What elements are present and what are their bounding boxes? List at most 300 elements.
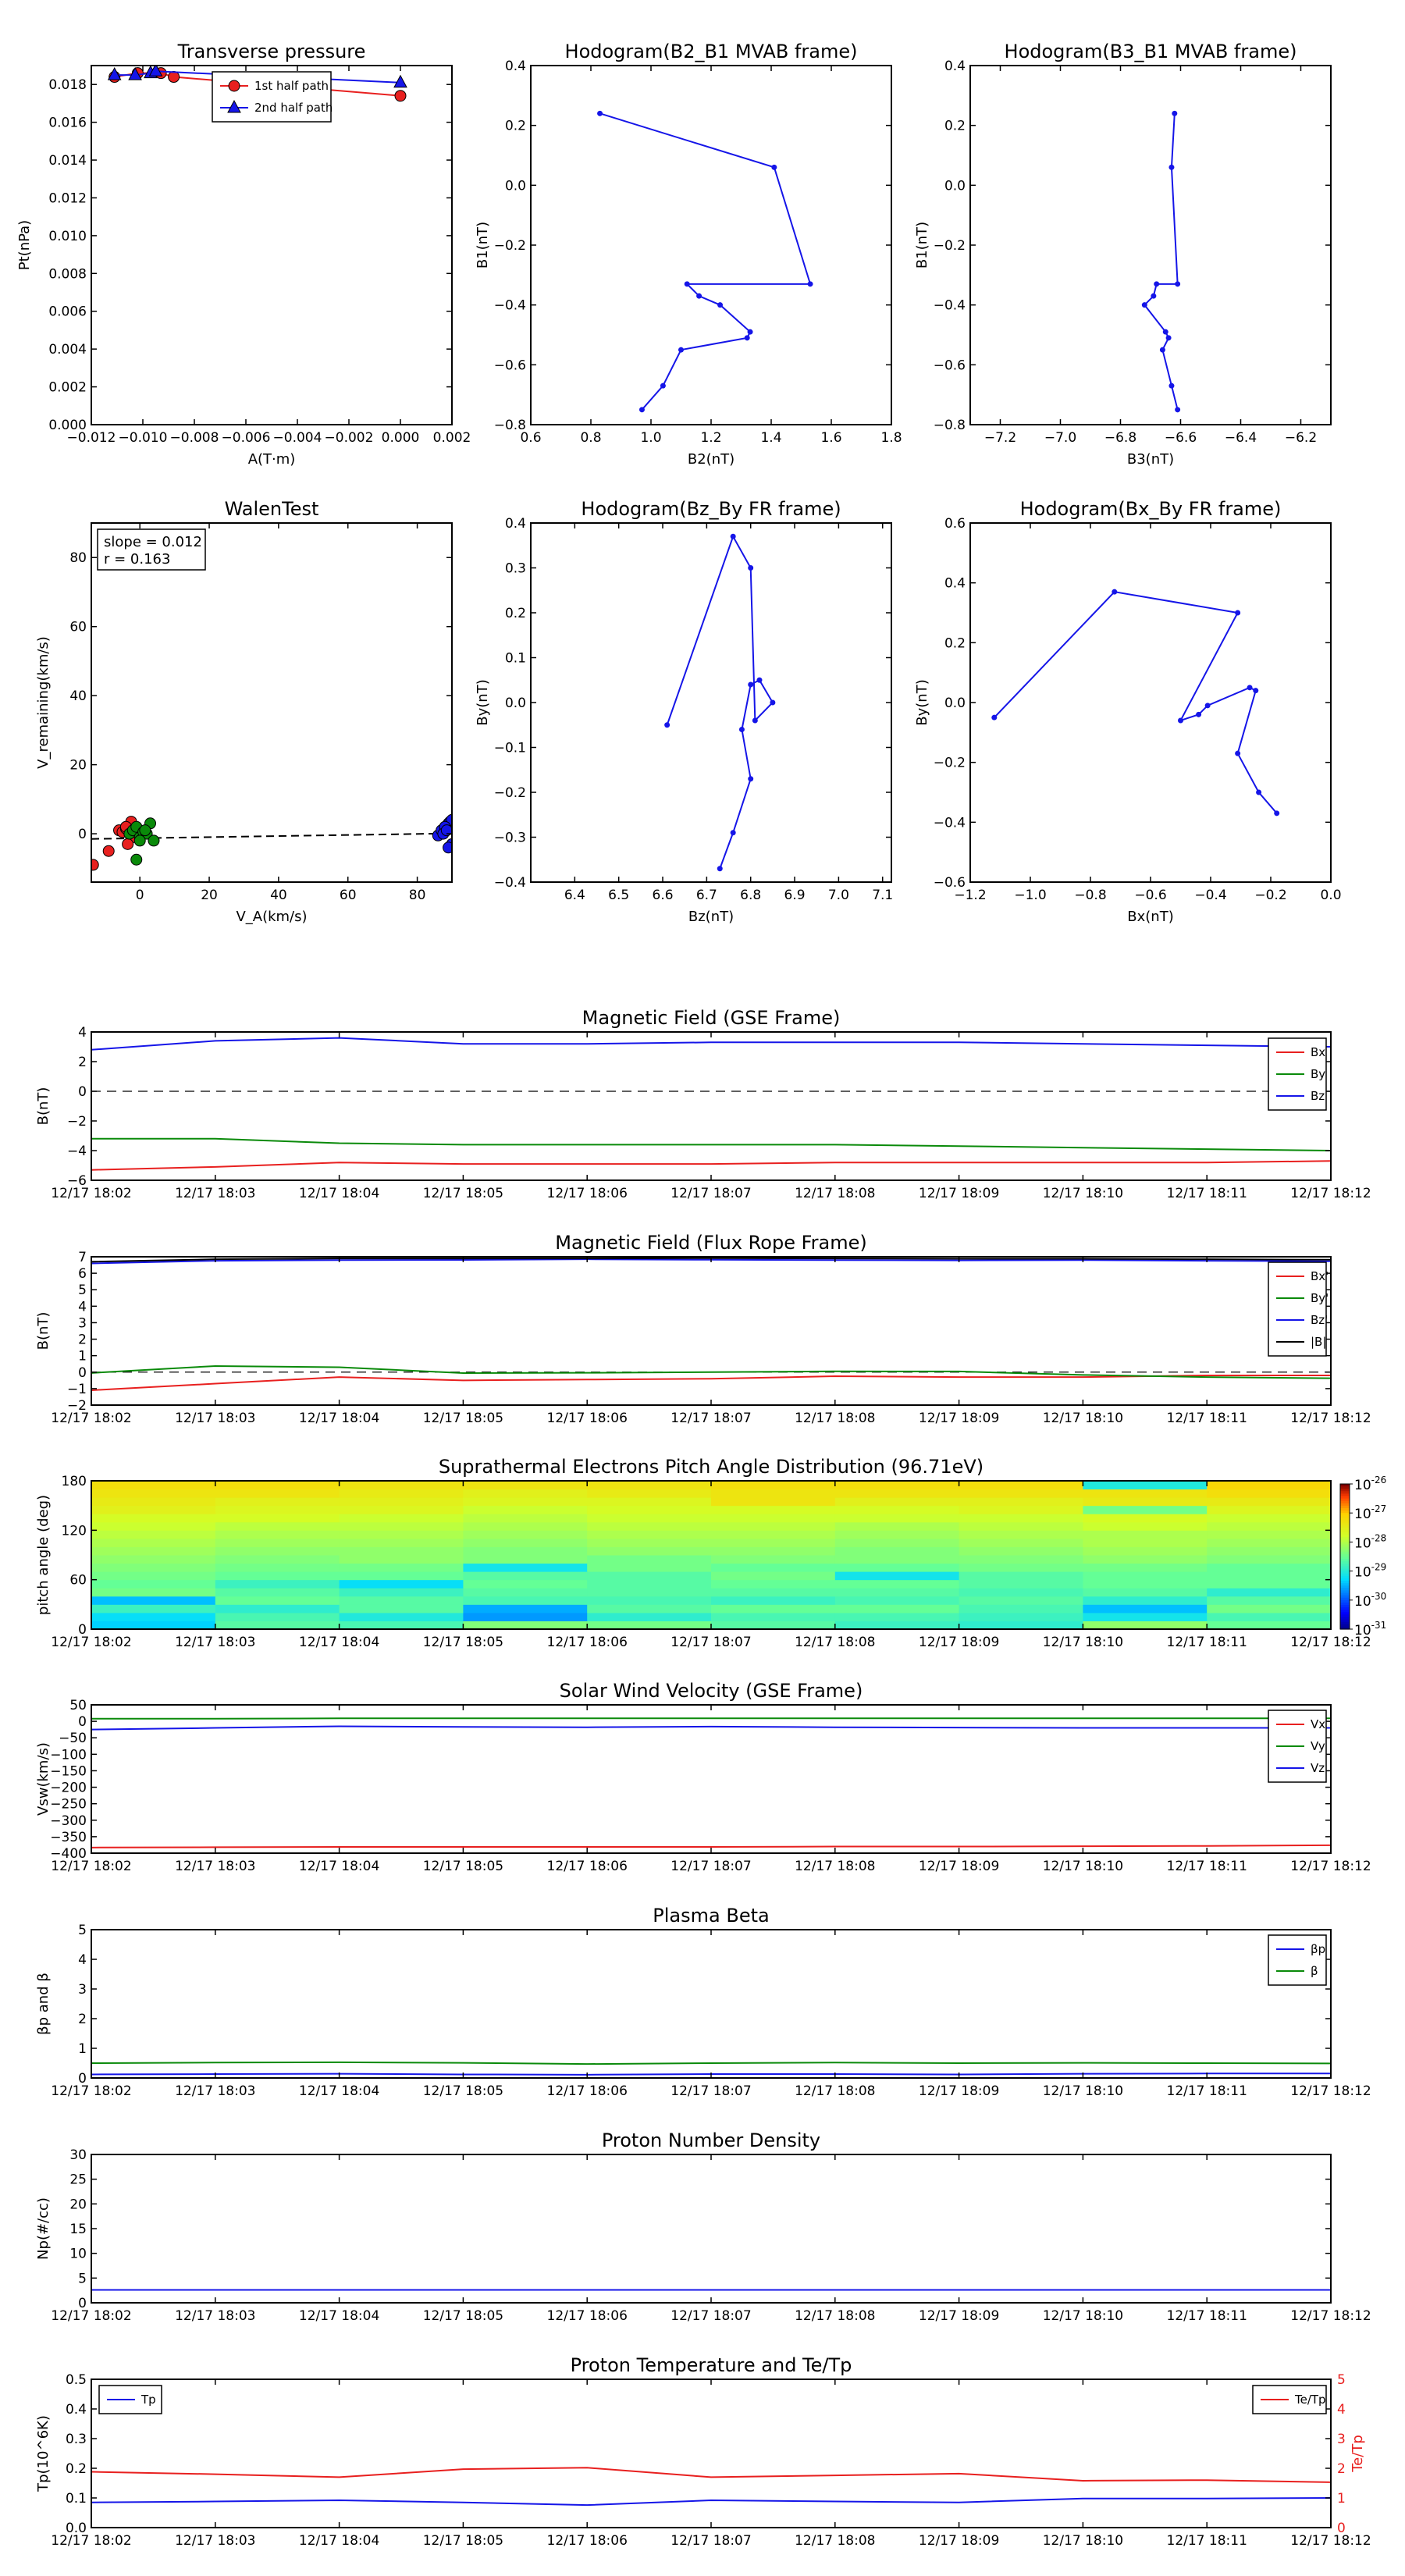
x-axis-label: Bx(nT) [1127, 909, 1174, 925]
heatmap-cell [835, 1555, 959, 1564]
x-tick-label: 12/17 18:05 [422, 1186, 504, 1201]
x-tick-label: 12/17 18:05 [422, 2308, 504, 2324]
legend-label: Tp [141, 2393, 156, 2407]
data-point [664, 722, 670, 728]
y-tick-label: 0.000 [48, 418, 87, 433]
x-tick-label: −6.6 [1164, 430, 1197, 446]
heatmap-cell [1207, 1481, 1331, 1489]
legend-label: 1st half path [254, 79, 329, 93]
y-tick-label: −150 [50, 1763, 87, 1780]
chart-title: Transverse pressure [177, 41, 366, 62]
heatmap-cell [463, 1514, 587, 1522]
y-axis-label: V_remaining(km/s) [35, 636, 52, 769]
heatmap-cell [1207, 1555, 1331, 1564]
x-tick-label: −0.008 [169, 430, 219, 446]
heatmap-cell [91, 1530, 215, 1539]
x-tick-label: 12/17 18:12 [1290, 1859, 1371, 1874]
y-tick-label: 4 [78, 1025, 87, 1041]
y-tick-label: 0.2 [504, 118, 526, 134]
series-line [91, 2062, 1331, 2064]
y-tick-label: 0.1 [504, 650, 526, 667]
heatmap-cell [340, 1571, 464, 1580]
data-point [229, 80, 240, 91]
y-tick-label: 0.006 [48, 304, 87, 320]
heatmap-cell [91, 1506, 215, 1514]
x-tick-label: 12/17 18:04 [298, 2533, 380, 2549]
heatmap-cell [587, 1613, 711, 1621]
legend-label: Bx [1311, 1045, 1326, 1059]
data-point [394, 76, 407, 87]
data-point [1196, 712, 1201, 717]
legend-label: |B| [1311, 1335, 1327, 1349]
y-tick-label: 0 [78, 827, 87, 843]
heatmap-cell [463, 1555, 587, 1564]
y-tick-label: 30 [69, 2147, 87, 2163]
x-tick-label: 12/17 18:08 [795, 2308, 876, 2324]
x-tick-label: 12/17 18:05 [422, 1859, 504, 1874]
x-tick-label: 12/17 18:12 [1290, 2308, 1371, 2324]
heatmap-cell [711, 1530, 835, 1539]
heatmap-cell [463, 1564, 587, 1572]
heatmap-cell [835, 1539, 959, 1547]
heatmap-cell [711, 1621, 835, 1629]
data-point [1168, 165, 1174, 170]
data-point [131, 854, 142, 865]
y-axis-label: pitch angle (deg) [35, 1494, 52, 1616]
y-tick-label: 1 [78, 2041, 87, 2057]
heatmap-cell [215, 1522, 340, 1531]
heatmap-cell [340, 1596, 464, 1605]
plot-frame [91, 1930, 1331, 2078]
data-point [745, 335, 750, 340]
x-tick-label: 12/17 18:10 [1042, 1186, 1124, 1201]
y-axis-label: By(nT) [475, 679, 491, 726]
x-tick-label: −0.8 [1074, 888, 1107, 903]
x-tick-label: 12/17 18:07 [670, 1186, 752, 1201]
y-tick-label: 5 [78, 1283, 87, 1299]
x-tick-label: 7.1 [872, 888, 894, 903]
heatmap-cell [835, 1522, 959, 1531]
y-axis-label: Vsw(km/s) [35, 1742, 52, 1816]
heatmap-cell [1207, 1580, 1331, 1589]
x-tick-label: 12/17 18:04 [298, 1635, 380, 1650]
heatmap-cell [1083, 1522, 1207, 1531]
y-tick-label: −0.8 [493, 418, 526, 433]
heatmap-cell [1083, 1546, 1207, 1555]
heatmap-cell [959, 1522, 1083, 1531]
legend-label: By [1311, 1067, 1326, 1081]
colorbar-label: $10^{-29}$ [1354, 1561, 1387, 1581]
legend-label: Te/Tp [1295, 2393, 1326, 2407]
colorbar-label: $10^{-27}$ [1354, 1503, 1387, 1523]
y-right-tick-label: 5 [1337, 2372, 1346, 2388]
x-tick-label: 12/17 18:07 [670, 2308, 752, 2324]
heatmap-cell [587, 1506, 711, 1514]
data-point [771, 165, 777, 170]
x-tick-label: −0.6 [1134, 888, 1167, 903]
heatmap-cell [587, 1555, 711, 1564]
y-tick-label: −1 [66, 1381, 87, 1397]
data-point [134, 835, 145, 846]
x-tick-label: 12/17 18:06 [546, 2083, 628, 2099]
x-tick-label: 12/17 18:10 [1042, 2308, 1124, 2324]
y-right-tick-label: 0 [1337, 2521, 1346, 2536]
heatmap-cell [1207, 1571, 1331, 1580]
y-tick-label: 2 [78, 1332, 87, 1348]
heatmap-cell [1207, 1604, 1331, 1613]
y-tick-label: −6 [66, 1173, 87, 1189]
heatmap-cell [711, 1613, 835, 1621]
y-tick-label: 0.4 [944, 575, 966, 592]
y-tick-label: 60 [69, 619, 87, 635]
heatmap-cell [463, 1580, 587, 1589]
data-point [752, 718, 758, 724]
x-tick-label: 12/17 18:06 [546, 2533, 628, 2549]
heatmap-cell [463, 1546, 587, 1555]
data-point [739, 727, 745, 732]
plot-frame [970, 66, 1331, 425]
x-tick-label: 80 [408, 888, 426, 903]
heatmap-cell [587, 1522, 711, 1531]
x-tick-label: 0.002 [432, 430, 471, 446]
plot-area [991, 589, 1279, 817]
x-tick-label: 40 [270, 888, 287, 903]
heatmap-cell [711, 1539, 835, 1547]
x-tick-label: 12/17 18:11 [1166, 1859, 1247, 1874]
heatmap-cell [587, 1571, 711, 1580]
y-tick-label: 0 [78, 1622, 87, 1638]
chart-hodogram-b2-b1 [475, 41, 902, 468]
heatmap-cell [711, 1604, 835, 1613]
heatmap-cell [340, 1588, 464, 1596]
data-point [1256, 790, 1261, 795]
chart-hodogram-bx-by [914, 498, 1342, 925]
x-tick-label: 12/17 18:12 [1290, 2533, 1371, 2549]
heatmap-cell [340, 1613, 464, 1621]
data-point [140, 825, 151, 836]
heatmap-cell [835, 1613, 959, 1621]
heatmap-cell [91, 1580, 215, 1589]
y-tick-label: 0.012 [48, 190, 87, 207]
plot-area [1142, 111, 1180, 413]
data-point [148, 835, 159, 846]
x-tick-label: 12/17 18:02 [51, 1859, 132, 1874]
legend-label: βp [1311, 1942, 1326, 1956]
x-tick-label: 0.6 [520, 430, 542, 446]
x-tick-label: 6.9 [784, 888, 806, 903]
heatmap-cell [215, 1481, 340, 1489]
chart-title: Hodogram(Bx_By FR frame) [1019, 498, 1282, 520]
series-line [1144, 113, 1177, 410]
x-tick-label: 12/17 18:10 [1042, 2083, 1124, 2099]
y-tick-label: 0 [78, 1714, 87, 1731]
x-tick-label: 12/17 18:03 [175, 2308, 256, 2324]
x-tick-label: 12/17 18:03 [175, 1635, 256, 1650]
x-tick-label: 12/17 18:04 [298, 2308, 380, 2324]
data-point [1205, 703, 1211, 708]
x-tick-label: −6.8 [1104, 430, 1137, 446]
heatmap-cell [835, 1546, 959, 1555]
colorbar-exponent: -27 [1371, 1503, 1387, 1515]
x-tick-label: 12/17 18:04 [298, 1411, 380, 1426]
x-axis-label: V_A(km/s) [236, 909, 308, 925]
x-tick-label: 12/17 18:07 [670, 1859, 752, 1874]
x-tick-label: 12/17 18:08 [795, 1635, 876, 1650]
y-tick-label: 6 [78, 1266, 87, 1283]
heatmap-cell [711, 1588, 835, 1596]
chart-proton-density [35, 2129, 1371, 2324]
heatmap-cell [215, 1497, 340, 1506]
heatmap-cell [340, 1564, 464, 1572]
data-point [1112, 589, 1117, 595]
chart-title: Solar Wind Velocity (GSE Frame) [559, 1680, 863, 1702]
colorbar-exponent: -28 [1371, 1532, 1387, 1544]
y-tick-label: 120 [61, 1523, 87, 1539]
heatmap-cell [91, 1588, 215, 1596]
y-tick-label: −350 [50, 1829, 87, 1845]
data-point [756, 678, 762, 683]
x-tick-label: 12/17 18:07 [670, 1635, 752, 1650]
x-tick-label: 12/17 18:03 [175, 1411, 256, 1426]
heatmap-cell [959, 1604, 1083, 1613]
heatmap-cell [835, 1530, 959, 1539]
x-tick-label: 6.8 [740, 888, 762, 903]
legend-label: Bx' [1311, 1269, 1329, 1283]
data-point [103, 845, 114, 856]
y-tick-label: 0.0 [944, 178, 966, 194]
colorbar-exponent: -31 [1371, 1620, 1387, 1631]
data-point [123, 838, 133, 849]
y-tick-label: 0 [78, 1364, 87, 1381]
chart-hodogram-b3-b1 [914, 41, 1331, 468]
x-tick-label: 0.0 [1320, 888, 1342, 903]
heatmap-cell [463, 1596, 587, 1605]
x-tick-label: 12/17 18:02 [51, 2533, 132, 2549]
y-axis-label: Tp(10^6K) [35, 2415, 52, 2492]
data-point [1154, 281, 1159, 286]
heatmap-cell [587, 1481, 711, 1489]
heatmap-cell [835, 1580, 959, 1589]
heatmap-cell [91, 1571, 215, 1580]
chart-title: Suprathermal Electrons Pitch Angle Distribution (96.71eV) [438, 1456, 984, 1478]
heatmap-cell [463, 1530, 587, 1539]
heatmap-cell [215, 1564, 340, 1572]
heatmap-cell [711, 1546, 835, 1555]
x-tick-label: 12/17 18:05 [422, 1411, 504, 1426]
heatmap-cell [959, 1506, 1083, 1514]
heatmap-cell [463, 1506, 587, 1514]
x-tick-label: 12/17 18:09 [918, 2083, 1000, 2099]
data-point [731, 534, 736, 539]
colorbar-label: $10^{-31}$ [1354, 1620, 1387, 1638]
y-tick-label: 2 [78, 1055, 87, 1070]
x-tick-label: 12/17 18:12 [1290, 1411, 1371, 1426]
x-tick-label: −1.0 [1014, 888, 1047, 903]
heatmap-cell [340, 1555, 464, 1564]
x-axis-label: A(T·m) [247, 451, 296, 468]
annotation-text: r = 0.163 [104, 551, 171, 568]
heatmap-cell [959, 1497, 1083, 1506]
heatmap-cell [215, 1506, 340, 1514]
heatmap-cell [711, 1596, 835, 1605]
y-tick-label: −2 [66, 1114, 87, 1130]
y-tick-label: 2 [78, 2012, 87, 2027]
heatmap-cell [1083, 1506, 1207, 1514]
y-tick-label: 0 [78, 2071, 87, 2087]
y-axis-label: By(nT) [914, 679, 930, 726]
x-tick-label: 12/17 18:10 [1042, 2533, 1124, 2549]
x-tick-label: 12/17 18:12 [1290, 1186, 1371, 1201]
heatmap-cell [711, 1506, 835, 1514]
heatmap-cell [340, 1522, 464, 1531]
data-point [1175, 281, 1180, 286]
data-point [1166, 335, 1172, 340]
x-tick-label: −0.004 [272, 430, 322, 446]
x-tick-label: 12/17 18:06 [546, 1635, 628, 1650]
data-point [639, 407, 645, 412]
y-right-tick-label: 4 [1337, 2402, 1346, 2418]
x-tick-label: 12/17 18:11 [1166, 1635, 1247, 1650]
series-line [91, 1375, 1331, 1390]
y-tick-label: 0.2 [65, 2461, 87, 2477]
heatmap-cell [1083, 1481, 1207, 1489]
heatmap-cell [340, 1621, 464, 1629]
y-tick-label: 4 [78, 1299, 87, 1315]
chart-magnetic-field-fr [35, 1232, 1371, 1426]
y-tick-label: −4 [66, 1144, 87, 1159]
heatmap-cell [91, 1564, 215, 1572]
x-tick-label: −0.4 [1194, 888, 1227, 903]
y-tick-label: 20 [69, 757, 87, 774]
heatmap-cell [91, 1621, 215, 1629]
heatmap-cell [463, 1539, 587, 1547]
x-tick-label: 12/17 18:11 [1166, 2083, 1247, 2099]
heatmap-cell [463, 1497, 587, 1506]
series-line [91, 1726, 1331, 1729]
plot-frame [531, 66, 891, 425]
heatmap-cell [1083, 1564, 1207, 1572]
data-point [1247, 685, 1253, 690]
heatmap-cell [587, 1539, 711, 1547]
y-tick-label: 50 [69, 1698, 87, 1713]
heatmap-cell [587, 1546, 711, 1555]
legend-label: By' [1311, 1291, 1329, 1305]
x-tick-label: 12/17 18:08 [795, 1411, 876, 1426]
x-tick-label: 12/17 18:12 [1290, 2083, 1371, 2099]
y-tick-label: 0.4 [944, 59, 966, 74]
y-tick-label: −0.3 [493, 830, 526, 846]
series-line [91, 2467, 1331, 2482]
y-right-tick-label: 2 [1337, 2461, 1346, 2477]
x-tick-label: 12/17 18:07 [670, 2083, 752, 2099]
x-tick-label: 12/17 18:08 [795, 2533, 876, 2549]
colorbar-label: $10^{-30}$ [1354, 1590, 1387, 1610]
heatmap-cell [215, 1546, 340, 1555]
y-tick-label: 180 [61, 1474, 87, 1489]
heatmap-cell [711, 1514, 835, 1522]
y-tick-label: 0.5 [65, 2372, 87, 2388]
heatmap-cell [711, 1564, 835, 1572]
heatmap-cell [959, 1555, 1083, 1564]
heatmap-cell [340, 1497, 464, 1506]
y-tick-label: −400 [50, 1846, 87, 1862]
x-tick-label: 12/17 18:03 [175, 1859, 256, 1874]
series-line [91, 1161, 1331, 1169]
y-tick-label: 0.4 [504, 516, 526, 532]
y-tick-label: 0.004 [48, 342, 87, 358]
data-point [1178, 718, 1183, 724]
x-tick-label: −6.2 [1284, 430, 1318, 446]
y-tick-label: −0.2 [493, 785, 526, 801]
heatmap-cell [835, 1564, 959, 1572]
chart-title: Hodogram(B3_B1 MVAB frame) [1004, 41, 1297, 62]
legend-label: Bz [1311, 1089, 1325, 1103]
heatmap-cell [215, 1555, 340, 1564]
y-tick-label: 25 [69, 2172, 87, 2188]
heatmap-cell [835, 1489, 959, 1498]
data-point [1151, 294, 1156, 299]
y-axis-label: B(nT) [35, 1087, 52, 1126]
heatmap-cell [91, 1522, 215, 1531]
heatmap-cell [1083, 1571, 1207, 1580]
plot-area [597, 111, 813, 413]
y-tick-label: −0.1 [493, 740, 526, 756]
y-tick-label: −100 [50, 1747, 87, 1763]
heatmap-cell [463, 1489, 587, 1498]
x-tick-label: 0.8 [580, 430, 602, 446]
heatmap-cell [587, 1514, 711, 1522]
chart-title: Hodogram(Bz_By FR frame) [581, 498, 841, 520]
x-tick-label: 12/17 18:05 [422, 2533, 504, 2549]
data-point [770, 700, 775, 706]
x-tick-label: 12/17 18:09 [918, 1411, 1000, 1426]
data-point [1235, 751, 1240, 756]
heatmap-cell [711, 1489, 835, 1498]
y-tick-label: 0.1 [65, 2491, 87, 2507]
data-point [169, 72, 180, 83]
y-tick-label: 0.010 [48, 228, 87, 244]
y-axis-label: βp and β [35, 1973, 52, 2035]
data-point [748, 565, 753, 571]
heatmap-cell [711, 1571, 835, 1580]
heatmap-cell [1083, 1530, 1207, 1539]
y-tick-label: 7 [78, 1250, 87, 1265]
data-point [808, 281, 813, 286]
data-point [748, 682, 753, 688]
data-point [1168, 383, 1174, 389]
heatmap-cell [835, 1571, 959, 1580]
y-tick-label: −0.4 [493, 875, 526, 891]
y-tick-label: 0.2 [504, 606, 526, 621]
heatmap-cell [835, 1506, 959, 1514]
heatmap-cell [215, 1489, 340, 1498]
heatmap-cell [835, 1604, 959, 1613]
chart-magnetic-field-gse [35, 1007, 1371, 1201]
y-tick-label: 0.4 [65, 2402, 87, 2418]
heatmap-cell [959, 1481, 1083, 1489]
x-tick-label: 12/17 18:06 [546, 2308, 628, 2324]
y-tick-label: −0.2 [933, 755, 966, 771]
colorbar-exponent: -30 [1371, 1590, 1387, 1602]
heatmap-cell [463, 1571, 587, 1580]
series-line [994, 592, 1277, 813]
colorbar-label: $10^{-26}$ [1354, 1475, 1387, 1493]
x-tick-label: 12/17 18:05 [422, 1635, 504, 1650]
x-tick-label: 12/17 18:09 [918, 2533, 1000, 2549]
y-right-axis-label: Te/Tp [1350, 2435, 1366, 2472]
heatmap-cell [215, 1580, 340, 1589]
chart-title: Proton Number Density [601, 2129, 821, 2151]
